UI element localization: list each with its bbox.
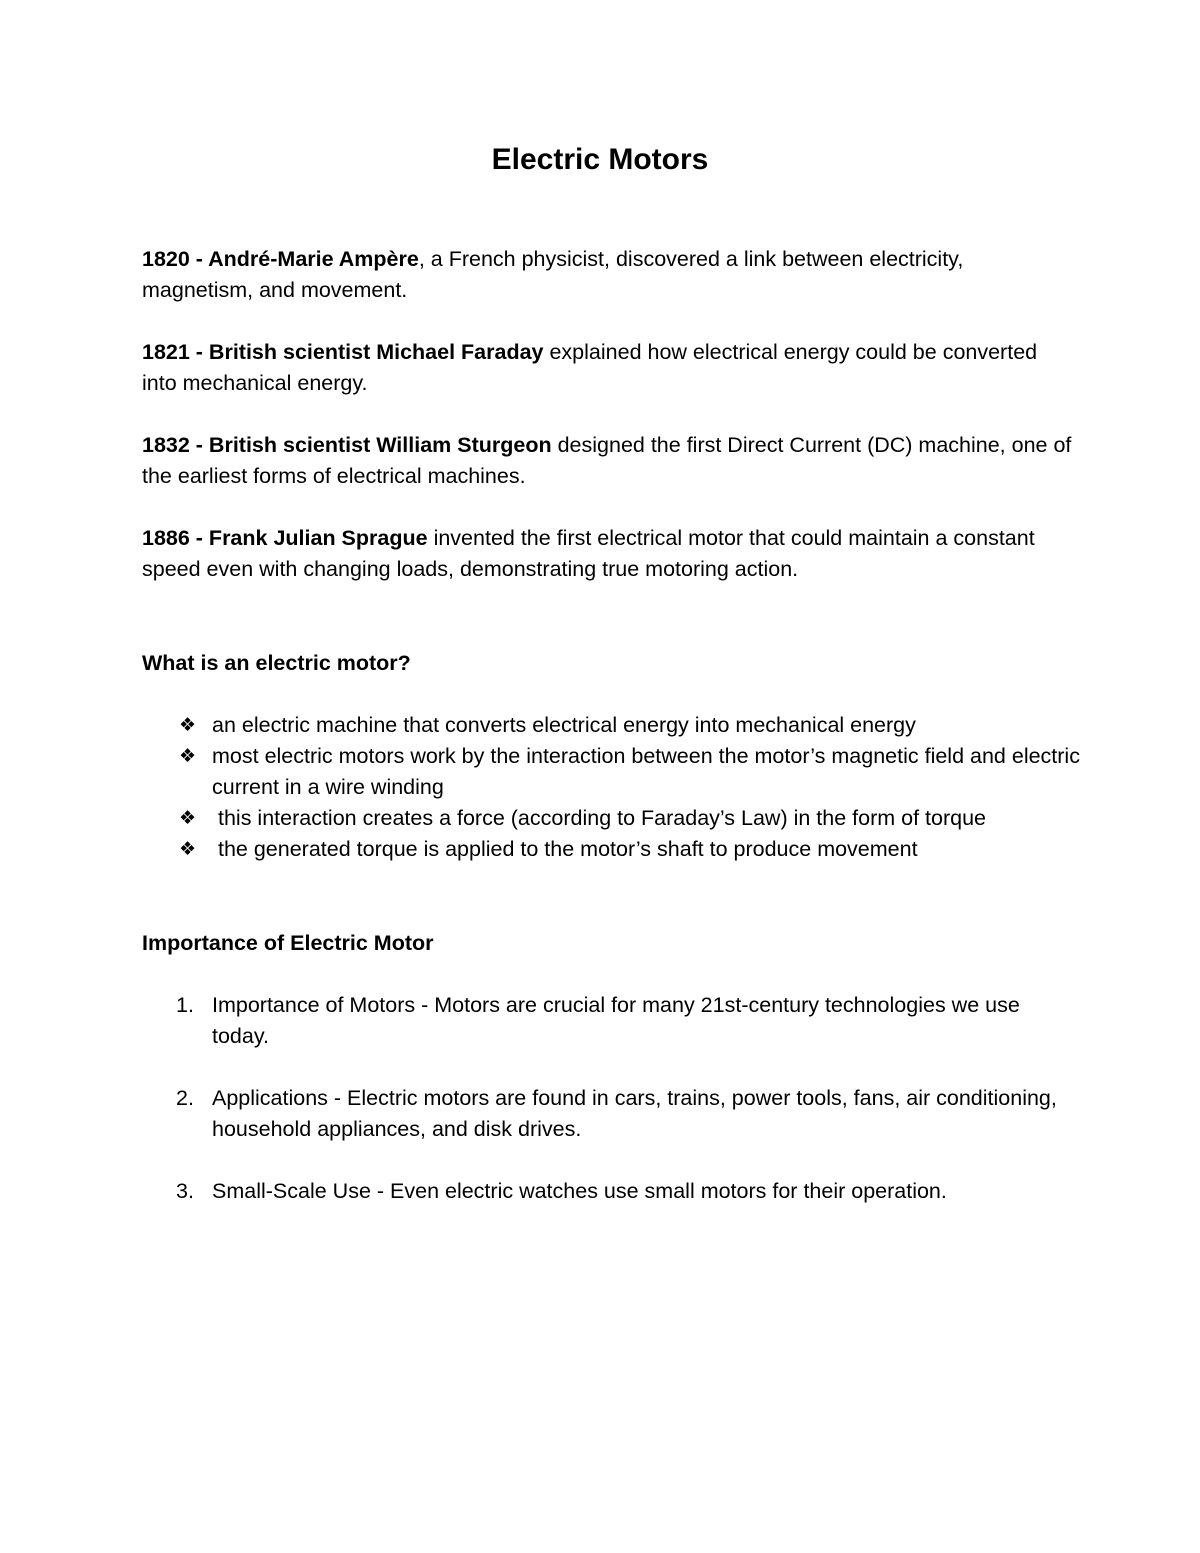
history-year-name: 1832 - British scientist William Sturgeon — [142, 433, 552, 457]
list-item — [142, 834, 1082, 865]
list-item-text: Importance of Motors - Motors are crucial for many 21st-century technologies we use today. — [212, 993, 1020, 1048]
history-entry-1820 — [142, 244, 1072, 306]
history-entry-1886 — [142, 523, 1072, 585]
what-is-list — [142, 710, 1082, 865]
what-is-heading: What is an electric motor? — [142, 651, 411, 675]
list-item-text: an electric machine that converts electrical energy into mechanical energy — [212, 713, 916, 737]
history-text: designed the first Direct Current (DC) machine, one of the earliest forms of electrical machines. — [142, 433, 1072, 488]
list-item — [142, 1176, 1082, 1207]
history-year-name: 1820 - André-Marie Ampère — [142, 247, 419, 271]
list-item — [142, 741, 1082, 803]
importance-list — [142, 990, 1082, 1238]
history-entry-1832 — [142, 430, 1072, 492]
list-number: 3. — [176, 1179, 194, 1203]
list-number: 2. — [176, 1086, 194, 1110]
list-item-text: most electric motors work by the interaction between the motor’s magnetic field and electric current in a wire winding — [212, 744, 1080, 799]
list-number: 1. — [176, 993, 194, 1017]
history-year-name: 1886 - Frank Julian Sprague — [142, 526, 428, 550]
list-item-text: this interaction creates a force (according to Faraday’s Law) in the form of torque — [212, 806, 986, 830]
importance-heading: Importance of Electric Motor — [142, 931, 434, 955]
history-text: , a French physicist, discovered a link between electricity, magnetism, and movement. — [142, 247, 964, 302]
list-item — [142, 1083, 1082, 1145]
list-item — [142, 803, 1082, 834]
list-item — [142, 990, 1082, 1052]
history-entry-1821 — [142, 337, 1072, 399]
list-item-text: Applications - Electric motors are found in cars, trains, power tools, fans, air conditioning, household appliances, and disk drives. — [212, 1086, 1057, 1141]
list-item — [142, 710, 1082, 741]
diamond-bullet-icon: ❖ — [179, 745, 197, 767]
history-text: explained how electrical energy could be converted into mechanical energy. — [142, 340, 1038, 395]
page-title: Electric Motors — [491, 143, 709, 176]
list-item-text: Small-Scale Use - Even electric watches use small motors for their operation. — [212, 1179, 947, 1203]
list-item-text: the generated torque is applied to the motor’s shaft to produce movement — [212, 837, 918, 861]
diamond-bullet-icon: ❖ — [179, 807, 197, 829]
diamond-bullet-icon: ❖ — [179, 838, 197, 860]
history-text: invented the first electrical motor that could maintain a constant speed even with changing loads, demonstrating true motoring action. — [142, 526, 1035, 581]
diamond-bullet-icon: ❖ — [179, 714, 197, 736]
history-year-name: 1821 - British scientist Michael Faraday — [142, 340, 544, 364]
